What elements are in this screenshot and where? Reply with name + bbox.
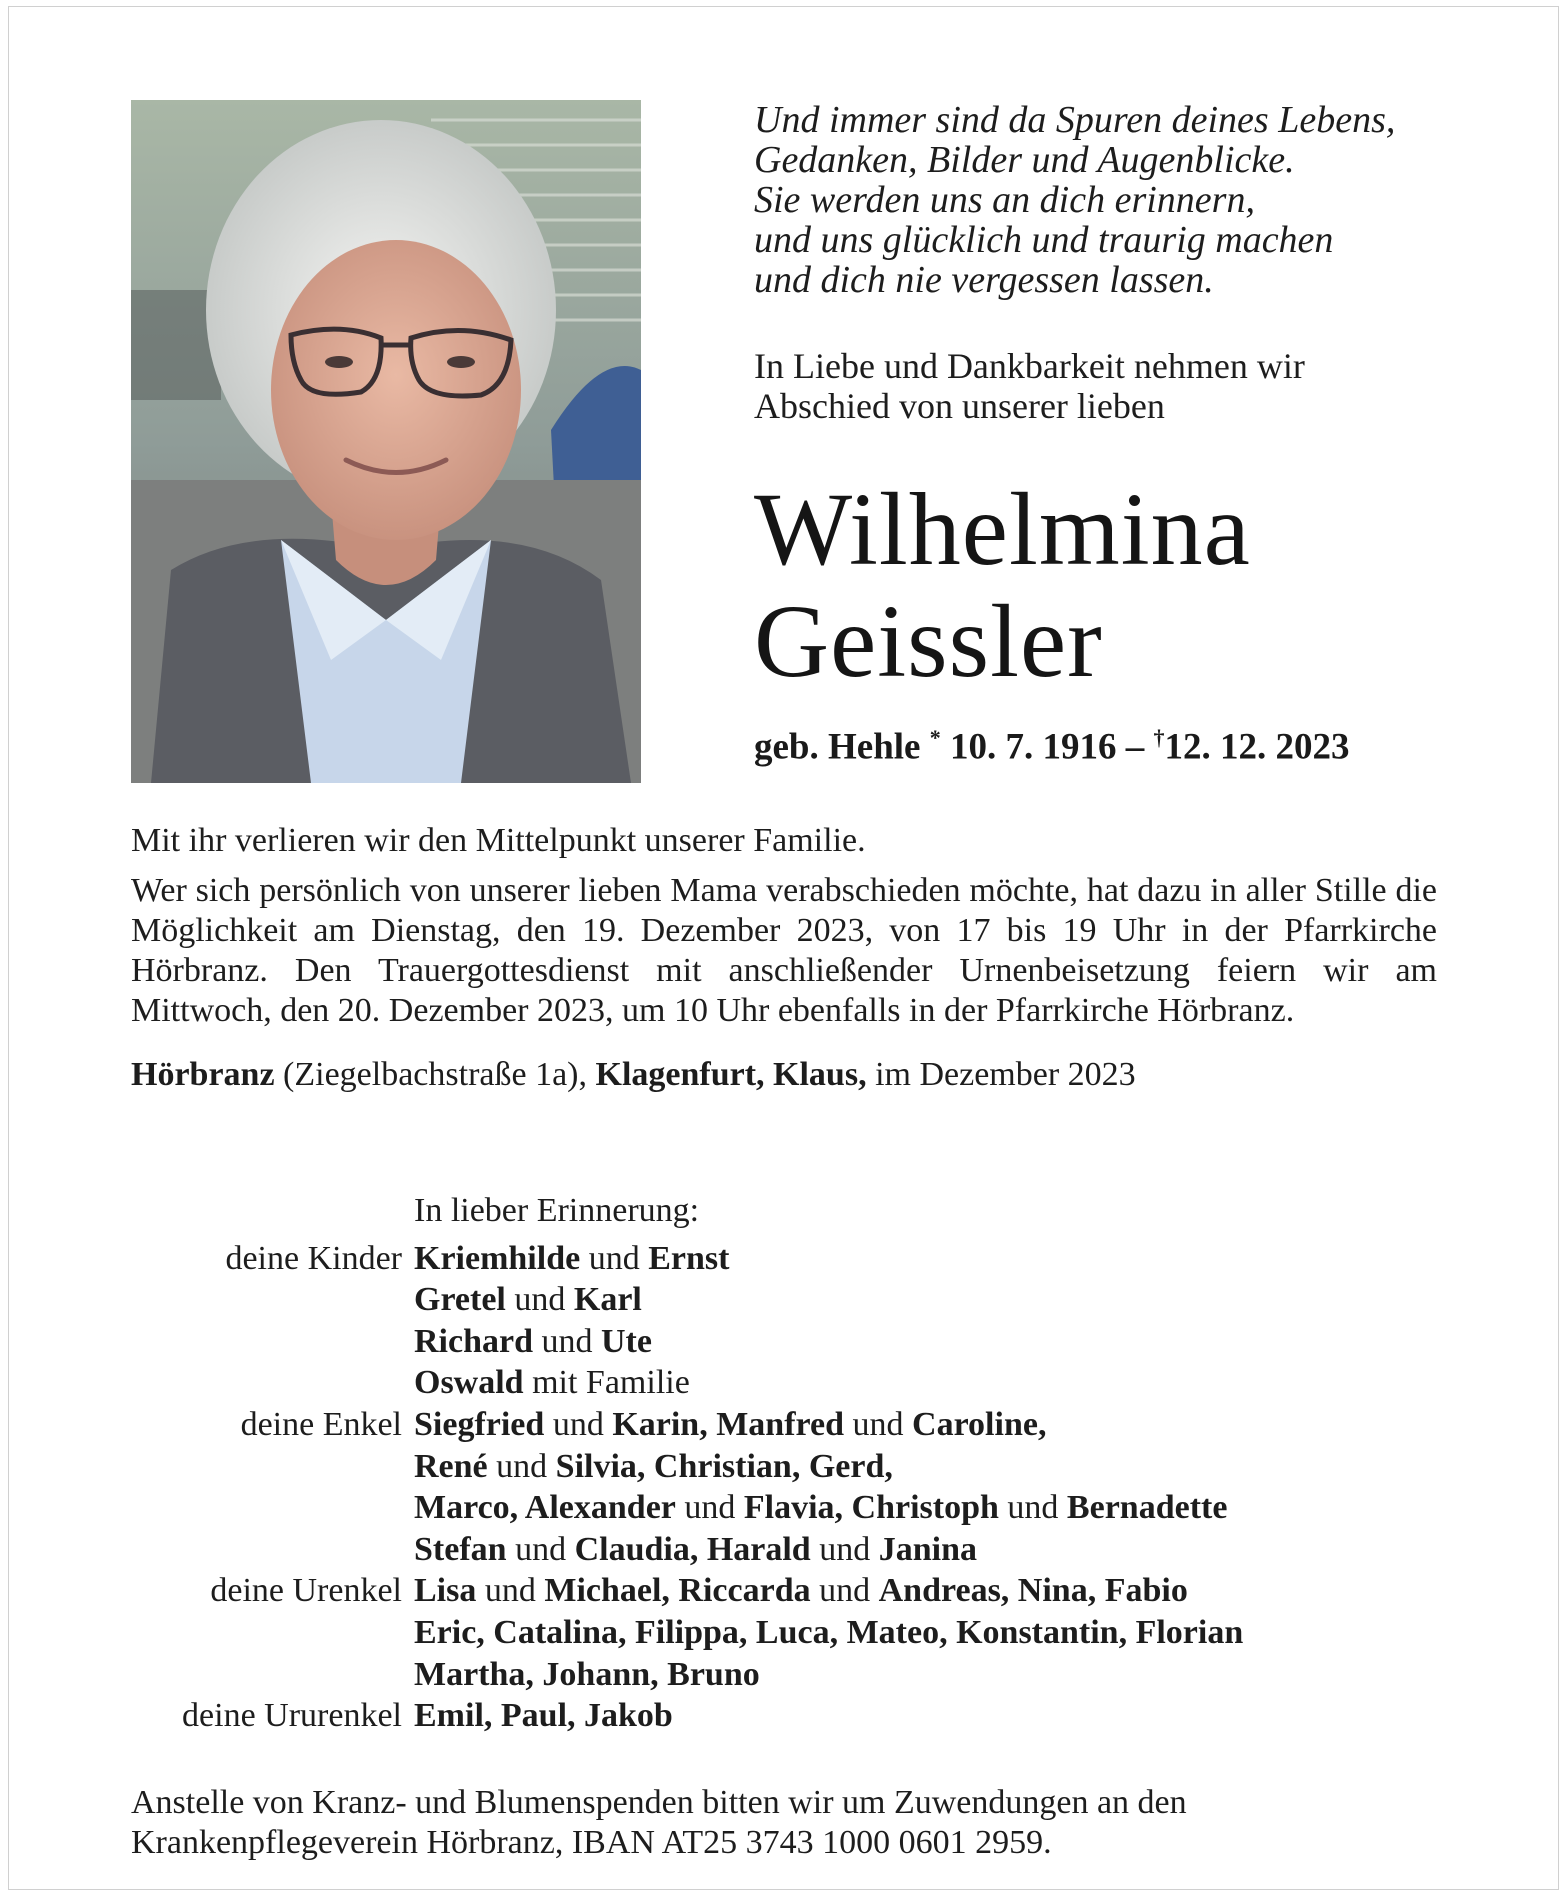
connector-text: und: [998, 1489, 1067, 1527]
family-row: [131, 1321, 1461, 1363]
family-row: [131, 1529, 1461, 1571]
person-name: Karl: [573, 1281, 642, 1319]
deceased-name: [754, 474, 1454, 698]
connector-text: und: [810, 1572, 879, 1610]
portrait-photo: [131, 100, 641, 783]
person-name: Marco, Alexander: [414, 1489, 676, 1527]
announcement-body: [131, 821, 1437, 1095]
memory-label: In lieber Erinnerung:: [414, 1192, 700, 1229]
birth-star: *: [929, 725, 941, 750]
family-names: [414, 1654, 760, 1696]
family-row: [131, 1446, 1461, 1488]
family-names: [414, 1362, 690, 1404]
person-name: Silvia, Christian, Gerd,: [555, 1447, 893, 1485]
family-row: [131, 1279, 1461, 1321]
lead-sentence: Mit ihr verlieren wir den Mittelpunkt unserer Familie.: [131, 822, 866, 859]
donation-line: Anstelle von Kranz- und Blumenspenden bitten wir um Zuwendungen an den: [131, 1784, 1187, 1821]
connector-text: und: [810, 1530, 879, 1568]
address: (Ziegelbachstraße 1a),: [274, 1056, 596, 1093]
person-name: Eric, Catalina, Filippa, Luca, Mateo, Konstantin, Florian: [414, 1613, 1244, 1651]
connector-text: und: [533, 1322, 601, 1360]
connector-text: und: [487, 1447, 556, 1485]
person-name: Andreas, Nina, Fabio: [878, 1572, 1188, 1610]
family-row: [131, 1695, 1461, 1737]
family-names: [414, 1404, 1046, 1446]
relation-label: [131, 1362, 414, 1404]
family-row: [131, 1487, 1461, 1529]
towns-other: Klagenfurt, Klaus,: [595, 1056, 867, 1093]
relation-label: [131, 1446, 414, 1488]
person-name: Oswald: [414, 1364, 524, 1402]
header-column: [754, 100, 1454, 769]
birth-date: 10. 7. 1916: [949, 726, 1117, 768]
intro-line: Abschied von unserer lieben: [754, 386, 1165, 426]
connector-text: mit Familie: [523, 1364, 690, 1402]
connector-text: und: [544, 1405, 613, 1443]
connector-text: und: [675, 1489, 744, 1527]
town-hoerbranz: Hörbranz: [131, 1056, 275, 1093]
family-row: [131, 1404, 1461, 1446]
person-name: Martha, Johann, Bruno: [414, 1655, 760, 1693]
person-name: Caroline,: [912, 1405, 1047, 1443]
poem: [754, 100, 1454, 300]
connector-text: und: [506, 1530, 575, 1568]
intro-text: [754, 346, 1454, 426]
place-date-line: [131, 1055, 1437, 1095]
person-name: René: [414, 1447, 488, 1485]
person-name: Michael, Riccarda: [544, 1572, 811, 1610]
intro-line: In Liebe und Dankbarkeit nehmen wir: [754, 346, 1305, 386]
relation-label: [131, 1279, 414, 1321]
relation-label: deine Ururenkel: [182, 1697, 402, 1735]
family-names: [414, 1570, 1188, 1612]
person-name: Stefan: [414, 1530, 507, 1568]
donation-note: [131, 1783, 1437, 1863]
death-date: 12. 12. 2023: [1164, 726, 1350, 768]
family-names: [414, 1529, 977, 1571]
family-names: [414, 1446, 893, 1488]
person-name: Claudia, Harald: [574, 1530, 811, 1568]
person-name: Emil, Paul, Jakob: [414, 1697, 673, 1735]
connector-text: und: [476, 1572, 545, 1610]
person-name: Gretel: [414, 1281, 506, 1319]
family-names: [414, 1238, 729, 1280]
person-name: Flavia, Christoph: [743, 1489, 999, 1527]
family-row: [131, 1362, 1461, 1404]
relation-label: [131, 1654, 414, 1696]
connector-text: und: [580, 1239, 649, 1277]
person-name: Ute: [601, 1322, 652, 1360]
relation-label: deine Kinder: [225, 1239, 402, 1277]
connector-text: und: [505, 1281, 574, 1319]
poem-line: Gedanken, Bilder und Augenblicke.: [754, 139, 1295, 181]
person-name: Karin, Manfred: [612, 1405, 845, 1443]
last-name: Geissler: [754, 584, 1103, 699]
person-name: Richard: [414, 1322, 533, 1360]
family-row: [131, 1238, 1461, 1280]
maiden-name: geb. Hehle: [754, 726, 921, 768]
poem-line: und dich nie vergessen lassen.: [754, 259, 1214, 301]
relation-label: [131, 1321, 414, 1363]
life-dates: [754, 716, 1454, 769]
first-name: Wilhelmina: [754, 472, 1251, 587]
family-names: [414, 1612, 1243, 1654]
relation-label: [131, 1612, 414, 1654]
family-names: [414, 1321, 652, 1363]
family-row: [131, 1570, 1461, 1612]
family-names: [414, 1487, 1227, 1529]
relation-label: [131, 1529, 414, 1571]
person-name: Kriemhilde: [414, 1239, 581, 1277]
portrait-image: [131, 100, 641, 783]
connector-text: und: [844, 1405, 913, 1443]
person-name: Siegfried: [414, 1405, 545, 1443]
month-date: im Dezember 2023: [866, 1056, 1136, 1093]
person-name: Janina: [878, 1530, 977, 1568]
donation-line: Krankenpflegeverein Hörbranz, IBAN AT25 3743 1000 0601 2959.: [131, 1824, 1052, 1861]
service-paragraph: Wer sich persönlich von unserer lieben Mama verabschieden möchte, hat dazu in aller Stille die Möglichkeit am Dienstag, den 19. Dezember 2023, von 17 bis 19 Uhr in der Pfarrkirche Hörbranz. Den Trauergottesdienst mit anschließender Urnenbeisetzung feiern wir am Mittwoch, den 20. Dezember 2023, um 10 Uhr ebenfalls in der Pfarrkirche Hörbranz.: [131, 872, 1437, 1029]
family-names: [414, 1695, 673, 1737]
person-name: Bernadette: [1066, 1489, 1228, 1527]
person-name: Ernst: [648, 1239, 730, 1277]
person-name: Lisa: [414, 1572, 477, 1610]
family-row: [131, 1654, 1461, 1696]
family-row: [131, 1612, 1461, 1654]
family-names: [414, 1279, 642, 1321]
death-cross: †: [1153, 725, 1165, 750]
family-list: [131, 1190, 1461, 1737]
poem-line: und uns glücklich und traurig machen: [754, 219, 1334, 261]
relation-label: deine Enkel: [240, 1405, 402, 1443]
date-dash: –: [1125, 726, 1145, 768]
poem-line: Sie werden uns an dich erinnern,: [754, 179, 1255, 221]
poem-line: Und immer sind da Spuren deines Lebens,: [754, 99, 1396, 141]
relation-label: [131, 1487, 414, 1529]
relation-label: deine Urenkel: [210, 1572, 402, 1610]
